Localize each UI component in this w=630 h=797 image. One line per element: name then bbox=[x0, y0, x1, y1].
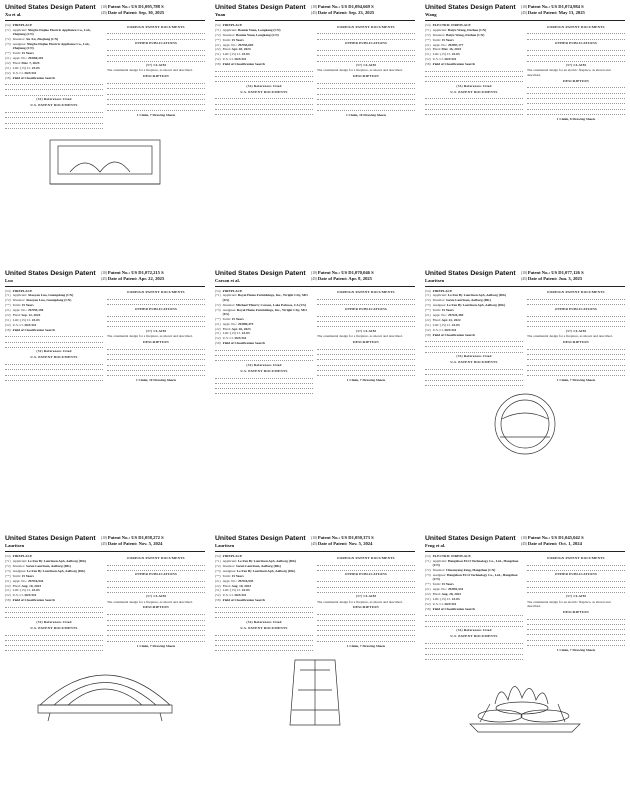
patent-field-search: (58) Field of Classification Search bbox=[215, 341, 265, 346]
patent-number: (10) Patent No.: US D1,070,046 S bbox=[311, 269, 374, 275]
patent-panel bbox=[420, 0, 630, 266]
patent-claim-column bbox=[107, 554, 205, 652]
patent-drawing-fireplace-box bbox=[30, 132, 180, 192]
patent-appl-no: (21) Appl. No.: 29/881,541 bbox=[425, 587, 464, 592]
patent-references-heading: (56) References Cited bbox=[246, 362, 282, 367]
patent-other-pubs-heading: OTHER PUBLICATIONS bbox=[344, 306, 388, 311]
patent-bibliographic-column bbox=[5, 289, 103, 383]
patent-claim-heading: (57) CLAIM bbox=[145, 63, 167, 68]
patent-claim-heading: (57) CLAIM bbox=[145, 328, 167, 333]
patent-term: (**) Term: 15 Years bbox=[5, 573, 34, 578]
patent-inventor-line: Lauritsen bbox=[215, 543, 235, 549]
patent-inventor: (72) Inventor: Baiyu Wang, Fuzhou (CN) bbox=[425, 32, 485, 37]
patent-inventor: (72) Inventor: Xiaoyan Luo, Guangdong (CN) bbox=[5, 298, 72, 303]
patent-claim-column bbox=[317, 23, 415, 117]
patent-title: (54) ELECTRIC FIREPLACE bbox=[425, 23, 471, 27]
patent-applicant: (71) Applicant: Baiyu Wang, Fuzhou (CN) bbox=[425, 27, 487, 32]
patent-loc: (51) LOC (15) Cl. 23-03 bbox=[5, 65, 40, 70]
patent-field-search: (58) Field of Classification Search bbox=[215, 598, 265, 603]
patent-sheets: 1 Claim, 7 Drawing Sheets bbox=[556, 378, 596, 383]
patent-description-heading: DESCRIPTION bbox=[143, 339, 169, 344]
patent-number: (10) Patent No.: US D1,045,042 S bbox=[521, 535, 584, 541]
patent-field-search: (58) Field of Classification Search bbox=[425, 332, 475, 337]
patent-description-heading: DESCRIPTION bbox=[563, 609, 589, 614]
patent-appl-no: (21) Appl. No.: 29/660,201 bbox=[5, 56, 44, 61]
patent-panel bbox=[210, 0, 420, 266]
patent-description-heading: DESCRIPTION bbox=[143, 74, 169, 79]
patent-us-cl: (52) U.S. Cl. D23/341 bbox=[5, 70, 37, 75]
patent-field-search: (58) Field of Classification Search bbox=[215, 62, 265, 67]
patent-claim-text: The ornamental design for a fireplace, as shown and described. bbox=[317, 334, 403, 339]
patent-inventor: (72) Inventor: Soren Lauritsen, Aalborg (DK) bbox=[5, 563, 71, 568]
patent-figure bbox=[5, 132, 205, 192]
patent-date: (45) Date of Patent: Sep. 23, 2025 bbox=[311, 10, 375, 15]
patent-inventor-line: Lauritsen bbox=[5, 543, 25, 549]
patent-applicant: (71) Applicant: Hangzhou ECO Technology Co., Ltd., Hangzhou (CN) bbox=[425, 559, 519, 568]
patent-description-heading: DESCRIPTION bbox=[353, 339, 379, 344]
patent-filed: (22) Filed: Aug. 28, 2022 bbox=[425, 592, 462, 597]
patent-header-label: United States Design Patent bbox=[425, 269, 516, 277]
patent-claim-column bbox=[317, 554, 415, 652]
patent-header-label: United States Design Patent bbox=[215, 535, 306, 543]
patent-us-docs-heading: U.S. PATENT DOCUMENTS bbox=[240, 89, 288, 94]
patent-field-search: (58) Field of Classification Search bbox=[425, 606, 475, 611]
patent-appl-no: (21) Appl. No.: 29/916,944 bbox=[5, 578, 44, 583]
patent-applicant: (71) Applicant: Le Feu By Lauritsen ApS, Aalborg (DK) bbox=[425, 293, 507, 298]
patent-claim-column bbox=[107, 23, 205, 129]
patent-inventor-line: Feng et al. bbox=[425, 543, 446, 549]
patent-us-docs-heading: U.S. PATENT DOCUMENTS bbox=[30, 355, 78, 360]
patent-inventor: (72) Inventor: Soren Lauritsen, Aalborg (DK) bbox=[425, 298, 491, 303]
patent-date: (45) Date of Patent: Nov. 5, 2024 bbox=[101, 541, 163, 547]
patent-number: (10) Patent No.: US D1,095,788 S bbox=[101, 4, 164, 9]
patent-number: (10) Patent No.: US D1,050,373 S bbox=[311, 535, 374, 541]
patent-number: (10) Patent No.: US D1,077,126 S bbox=[521, 269, 584, 275]
patent-number: (10) Patent No.: US D1,074,984 S bbox=[521, 4, 584, 9]
patent-applicant: (71) Applicant: Xiaoyan Luo, Guangdong (CN) bbox=[5, 293, 74, 298]
patent-title: (54) ELECTRIC FIREPLACE bbox=[425, 554, 471, 559]
patent-bibliographic-column bbox=[5, 23, 103, 129]
patent-appl-no: (21) Appl. No.: 29/887,177 bbox=[425, 42, 464, 47]
patent-header-label: United States Design Patent bbox=[425, 4, 516, 11]
patent-claim-heading: (57) CLAIM bbox=[565, 594, 587, 599]
patent-claim-text: The ornamental design for an electric fireplace, as shown and described. bbox=[527, 599, 611, 608]
patent-us-docs-heading: U.S. PATENT DOCUMENTS bbox=[450, 89, 498, 94]
patent-date: (45) Date of Patent: Apr. 8, 2025 bbox=[311, 275, 372, 281]
patent-panel bbox=[420, 266, 630, 532]
patent-header-label: United States Design Patent bbox=[215, 4, 306, 11]
patent-appl-no: (21) Appl. No.: 29/924,369 bbox=[425, 313, 464, 318]
patent-claim-text: The ornamental design for a fireplace, as shown and described. bbox=[317, 599, 403, 604]
patent-panel bbox=[0, 531, 210, 797]
patent-other-pubs-heading: OTHER PUBLICATIONS bbox=[344, 41, 388, 46]
patent-foreign-docs-heading: FOREIGN PATENT DOCUMENTS bbox=[337, 555, 395, 560]
patent-assignee: (73) Assignee: Royal Home Furnishings, Inc., Wright City, MO (US) bbox=[215, 307, 307, 316]
patent-filed: (22) Filed: Sep. 12, 2024 bbox=[5, 313, 41, 318]
patent-term: (**) Term: 15 Years bbox=[5, 303, 34, 308]
patent-claim-heading: (57) CLAIM bbox=[355, 63, 377, 68]
patent-us-docs-heading: U.S. PATENT DOCUMENTS bbox=[240, 625, 288, 630]
patent-bibliographic-column bbox=[215, 289, 313, 395]
patent-header-label: United States Design Patent bbox=[5, 4, 96, 11]
patent-bibliographic-column bbox=[425, 23, 523, 121]
patent-loc: (51) LOC (15) Cl. 23-03 bbox=[215, 588, 250, 593]
patent-term: (**) Term: 15 Years bbox=[425, 37, 454, 42]
patent-us-cl: (52) U.S. Cl. D23/341 bbox=[425, 601, 457, 606]
patent-header bbox=[425, 270, 625, 287]
patent-us-docs-heading: U.S. PATENT DOCUMENTS bbox=[240, 368, 288, 373]
patent-filed: (22) Filed: Aug. 10, 2023 bbox=[5, 583, 42, 588]
patent-foreign-docs-heading: FOREIGN PATENT DOCUMENTS bbox=[547, 24, 605, 29]
patent-field-search: (58) Field of Classification Search bbox=[5, 75, 55, 80]
patent-sheets: 1 Claim, 7 Drawing Sheets bbox=[346, 643, 386, 648]
patent-field-search: (58) Field of Classification Search bbox=[5, 327, 55, 332]
patent-description-heading: DESCRIPTION bbox=[563, 339, 589, 344]
patent-description-heading: DESCRIPTION bbox=[143, 605, 169, 610]
patent-other-pubs-heading: OTHER PUBLICATIONS bbox=[134, 306, 178, 311]
patent-date: (45) Date of Patent: Nov. 5, 2024 bbox=[311, 541, 373, 547]
patent-header-label: United States Design Patent bbox=[5, 535, 96, 543]
patent-filed: (22) Filed: Aug. 10, 2023 bbox=[215, 583, 252, 588]
patent-references-heading: (56) References Cited bbox=[456, 628, 492, 633]
patent-figure bbox=[425, 664, 625, 739]
patent-inventor: (72) Inventor: Chuanyang Feng, Hangzhou (CN) bbox=[425, 568, 496, 573]
patent-drawing-fireplace-logs bbox=[450, 664, 600, 739]
patent-appl-no: (21) Appl. No.: 29/955,190 bbox=[5, 308, 44, 313]
patent-header bbox=[5, 270, 205, 287]
patent-panel bbox=[210, 531, 420, 797]
patent-us-cl: (52) U.S. Cl. D23/341 bbox=[5, 322, 37, 327]
patent-bibliographic-column bbox=[425, 554, 523, 660]
patent-claim-text: The ornamental design for an electric fireplace, as shown and described. bbox=[527, 68, 611, 77]
patent-term: (**) Term: 15 Years bbox=[215, 573, 244, 578]
patent-sheets: 1 Claim, 8 Drawing Sheets bbox=[556, 116, 596, 121]
patent-sheets: 1 Claim, 10 Drawing Sheets bbox=[345, 112, 387, 117]
patent-other-pubs-heading: OTHER PUBLICATIONS bbox=[344, 572, 388, 577]
patent-claim-column bbox=[317, 289, 415, 395]
patent-term: (**) Term: 15 Years bbox=[215, 37, 244, 42]
patent-header bbox=[215, 535, 415, 552]
patent-us-cl: (52) U.S. Cl. D23/341 bbox=[215, 336, 247, 341]
patent-term: (**) Term: 15 Years bbox=[5, 51, 34, 56]
patent-other-pubs-heading: OTHER PUBLICATIONS bbox=[134, 572, 178, 577]
patent-claim-heading: (57) CLAIM bbox=[355, 594, 377, 599]
patent-loc: (51) LOC (15) Cl. 23-03 bbox=[215, 331, 250, 336]
patent-appl-no: (21) Appl. No.: 29/889,475 bbox=[215, 321, 254, 326]
patent-sheets: 1 Claim, 7 Drawing Sheets bbox=[556, 648, 596, 652]
patent-title: (54) FIREPLACE bbox=[5, 288, 33, 293]
patent-foreign-docs-heading: FOREIGN PATENT DOCUMENTS bbox=[127, 290, 185, 295]
patent-references-heading: (56) References Cited bbox=[456, 83, 492, 88]
patent-references-heading: (56) References Cited bbox=[36, 349, 72, 354]
patent-claim-column bbox=[527, 289, 625, 387]
patent-foreign-docs-heading: FOREIGN PATENT DOCUMENTS bbox=[337, 24, 395, 29]
patent-us-cl: (52) U.S. Cl. D23/341 bbox=[215, 57, 247, 62]
patent-other-pubs-heading: OTHER PUBLICATIONS bbox=[134, 41, 178, 46]
patent-panel bbox=[0, 0, 210, 266]
patent-description-heading: DESCRIPTION bbox=[353, 605, 379, 610]
patent-references-heading: (56) References Cited bbox=[456, 354, 492, 359]
patent-other-pubs-heading: OTHER PUBLICATIONS bbox=[554, 306, 598, 311]
patent-inventor-line: Lauritsen bbox=[425, 277, 445, 283]
patent-references-heading: (56) References Cited bbox=[246, 83, 282, 88]
patent-term: (**) Term: 15 Years bbox=[425, 308, 454, 313]
patent-description-heading: DESCRIPTION bbox=[353, 74, 379, 79]
patent-claim-text: The ornamental design for a fireplace, as shown and described. bbox=[317, 68, 403, 73]
patent-drawing-fireplace-frame bbox=[240, 655, 390, 730]
patent-description-heading: DESCRIPTION bbox=[563, 78, 589, 83]
patent-drawing-fireplace-round bbox=[450, 389, 600, 459]
patent-inventor: (72) Inventor: Xu Xu, Zhejiang (CN) bbox=[5, 37, 59, 42]
patent-claim-text: The ornamental design for a fireplace, as shown and described. bbox=[107, 68, 193, 73]
patent-appl-no: (21) Appl. No.: 29/955,605 bbox=[215, 42, 254, 47]
patent-number: (10) Patent No.: US D1,094,669 S bbox=[311, 4, 374, 9]
patent-us-docs-heading: U.S. PATENT DOCUMENTS bbox=[30, 625, 78, 630]
patent-references-heading: (56) References Cited bbox=[36, 97, 72, 102]
patent-header bbox=[5, 4, 205, 21]
patent-references-heading: (56) References Cited bbox=[36, 619, 72, 624]
patent-filed: (22) Filed: Mar. 16, 2023 bbox=[425, 47, 462, 52]
patent-title: (54) FIREPLACE bbox=[425, 288, 453, 293]
patent-claim-column bbox=[527, 554, 625, 660]
patent-foreign-docs-heading: FOREIGN PATENT DOCUMENTS bbox=[547, 555, 605, 560]
patent-filed: (22) Filed: Apr. 28, 2024 bbox=[215, 47, 251, 52]
patent-title: (54) FIREPLACE bbox=[215, 288, 243, 293]
patent-us-docs-heading: U.S. PATENT DOCUMENTS bbox=[450, 360, 498, 365]
patent-claim-column bbox=[107, 289, 205, 383]
patent-bibliographic-column bbox=[215, 554, 313, 652]
patent-inventor: (72) Inventor: Michael Thierry Carson, Lake Palvosa, CA (US) bbox=[215, 302, 306, 307]
patent-drawing-fireplace-dome bbox=[20, 655, 190, 725]
patent-figure bbox=[215, 655, 415, 730]
patent-field-search: (58) Field of Classification Search bbox=[425, 62, 475, 67]
patent-sheets: 1 Claim, 7 Drawing Sheets bbox=[346, 378, 386, 383]
patent-bibliographic-column bbox=[5, 554, 103, 652]
patent-loc: (51) LOC (15) Cl. 23-03 bbox=[425, 52, 460, 57]
patent-other-pubs-heading: OTHER PUBLICATIONS bbox=[554, 572, 598, 577]
patent-inventor: (72) Inventor: Soren Lauritsen, Aalborg (DK) bbox=[215, 563, 281, 568]
patent-claim-heading: (57) CLAIM bbox=[355, 328, 377, 333]
patent-number: (10) Patent No.: US D1,072,215 S bbox=[101, 269, 164, 275]
patent-inventor: (72) Inventor: Bonnie Yuan, Longkeng (CN) bbox=[215, 32, 279, 37]
patent-date: (45) Date of Patent: Oct. 1, 2024 bbox=[521, 541, 582, 547]
patent-date: (45) Date of Patent: Sep. 30, 2025 bbox=[101, 10, 165, 15]
patent-figure bbox=[5, 655, 205, 725]
patent-applicant: (71) Applicant: Royal Home Furnishings, Inc., Wright City, MO (US) bbox=[215, 293, 308, 302]
patent-header bbox=[215, 4, 415, 21]
patent-applicant: (71) Applicant: Le Feu By Lauritsen ApS, Aalborg (DK) bbox=[215, 559, 297, 564]
patent-applicant: (71) Applicant: Bonnie Yuan, Longkeng (CN) bbox=[215, 27, 281, 32]
patent-loc: (51) LOC (15) Cl. 23-03 bbox=[425, 597, 460, 602]
patent-loc: (51) LOC (15) Cl. 23-03 bbox=[215, 52, 250, 57]
patent-panel bbox=[0, 266, 210, 532]
patent-appl-no: (21) Appl. No.: 29/916,945 bbox=[215, 578, 254, 583]
patent-us-docs-heading: U.S. PATENT DOCUMENTS bbox=[450, 634, 498, 639]
patent-panel bbox=[420, 531, 630, 797]
patent-title: (54) FIREPLACE bbox=[5, 23, 33, 27]
patent-header bbox=[215, 270, 415, 287]
patent-term: (**) Term: 15 Years bbox=[425, 582, 454, 587]
patent-us-cl: (52) U.S. Cl. D23/341 bbox=[215, 593, 247, 598]
patent-us-cl: (52) U.S. Cl. D23/341 bbox=[425, 327, 457, 332]
patent-header bbox=[5, 535, 205, 552]
patent-claim-text: The ornamental design for a fireplace, as shown and described. bbox=[107, 334, 193, 339]
patent-date: (45) Date of Patent: May 13, 2025 bbox=[521, 10, 585, 15]
patent-sheets: 1 Claim, 7 Drawing Sheets bbox=[136, 643, 176, 648]
patent-assignee: (73) Assignee: Le Feu By Lauritsen ApS, Aalborg (DK) bbox=[425, 303, 506, 308]
patent-foreign-docs-heading: FOREIGN PATENT DOCUMENTS bbox=[127, 555, 185, 560]
patent-claim-text: The ornamental design for a fireplace, as shown and described. bbox=[527, 334, 613, 339]
patent-us-docs-heading: U.S. PATENT DOCUMENTS bbox=[30, 103, 78, 108]
patent-inventor-line: Wang bbox=[425, 12, 437, 17]
patent-us-cl: (52) U.S. Cl. D23/341 bbox=[5, 593, 37, 598]
patent-title: (54) FIREPLACE bbox=[215, 23, 243, 27]
patent-claim-heading: (57) CLAIM bbox=[565, 328, 587, 333]
patent-applicant: (71) Applicant: Le Feu By Lauritsen ApS, Aalborg (DK) bbox=[5, 559, 87, 564]
patent-header bbox=[425, 4, 625, 21]
patent-claim-heading: (57) CLAIM bbox=[565, 63, 587, 68]
patent-us-cl: (52) U.S. Cl. D23/341 bbox=[425, 57, 457, 62]
patent-assignee: (73) Assignee: Hangzhou ECO Technology Co., Ltd., Hangzhou (CN) bbox=[425, 573, 518, 582]
patent-assignee: (73) Assignee: Le Feu By Lauritsen ApS, Aalborg (DK) bbox=[215, 568, 296, 573]
patent-filed: (22) Filed: Apr. 26, 2023 bbox=[215, 326, 251, 331]
patent-figure bbox=[425, 389, 625, 459]
patent-date: (45) Date of Patent: Jun. 3, 2025 bbox=[521, 275, 583, 281]
patent-loc: (51) LOC (15) Cl. 23-03 bbox=[5, 317, 40, 322]
patent-header-label: United States Design Patent bbox=[215, 269, 306, 277]
patent-filed: (22) Filed: Mar. 7, 2025 bbox=[5, 60, 40, 65]
patent-claim-heading: (57) CLAIM bbox=[145, 594, 167, 599]
patent-inventor-line: Xu et al. bbox=[5, 12, 22, 17]
patent-foreign-docs-heading: FOREIGN PATENT DOCUMENTS bbox=[337, 290, 395, 295]
patent-term: (**) Term: 15 Years bbox=[215, 316, 244, 321]
patent-field-search: (58) Field of Classification Search bbox=[5, 598, 55, 603]
patent-sheets: 1 Claim, 10 Drawing Sheets bbox=[135, 378, 177, 383]
patent-title: (54) FIREPLACE bbox=[215, 554, 243, 559]
patent-inventor-line: Carson et al. bbox=[215, 277, 240, 283]
patent-sheets: 1 Claim, 7 Drawing Sheets bbox=[136, 112, 176, 117]
patent-number: (10) Patent No.: US D1,058,272 S bbox=[101, 535, 164, 541]
patent-header-label: United States Design Patent bbox=[425, 535, 516, 543]
patent-loc: (51) LOC (15) Cl. 23-03 bbox=[5, 588, 40, 593]
patent-panel bbox=[210, 266, 420, 532]
patent-foreign-docs-heading: FOREIGN PATENT DOCUMENTS bbox=[127, 24, 185, 29]
patent-assignee: (73) Assignee: Ningbo Dujiao Electric Appliance Co., Ltd., Zhejiang (CN) bbox=[5, 41, 91, 51]
patent-inventor-line: Luo bbox=[5, 277, 13, 283]
patent-claim-text: The ornamental design for a fireplace, as shown and described. bbox=[107, 599, 193, 604]
patent-bibliographic-column bbox=[215, 23, 313, 117]
patent-title: (54) FIREPLACE bbox=[5, 554, 33, 559]
patent-assignee: (73) Assignee: Le Feu By Lauritsen ApS, Aalborg (DK) bbox=[5, 568, 86, 573]
patent-loc: (51) LOC (15) Cl. 23-03 bbox=[425, 322, 460, 327]
patent-applicant: (71) Applicant: Ningbo Dujiao Electric Appliance Co., Ltd., Zhejiang (CN) bbox=[5, 27, 92, 37]
patent-other-pubs-heading: OTHER PUBLICATIONS bbox=[554, 41, 598, 46]
patent-references-heading: (56) References Cited bbox=[246, 619, 282, 624]
patent-header bbox=[425, 535, 625, 552]
patent-date: (45) Date of Patent: Apr. 22, 2025 bbox=[101, 275, 165, 281]
patent-filed: (22) Filed: Apr. 22, 2022 bbox=[425, 317, 461, 322]
patent-header-label: United States Design Patent bbox=[5, 269, 96, 277]
patent-bibliographic-column bbox=[425, 289, 523, 387]
patent-inventor-line: Yuan bbox=[215, 12, 226, 17]
patent-foreign-docs-heading: FOREIGN PATENT DOCUMENTS bbox=[547, 290, 605, 295]
patent-claim-column bbox=[527, 23, 625, 121]
